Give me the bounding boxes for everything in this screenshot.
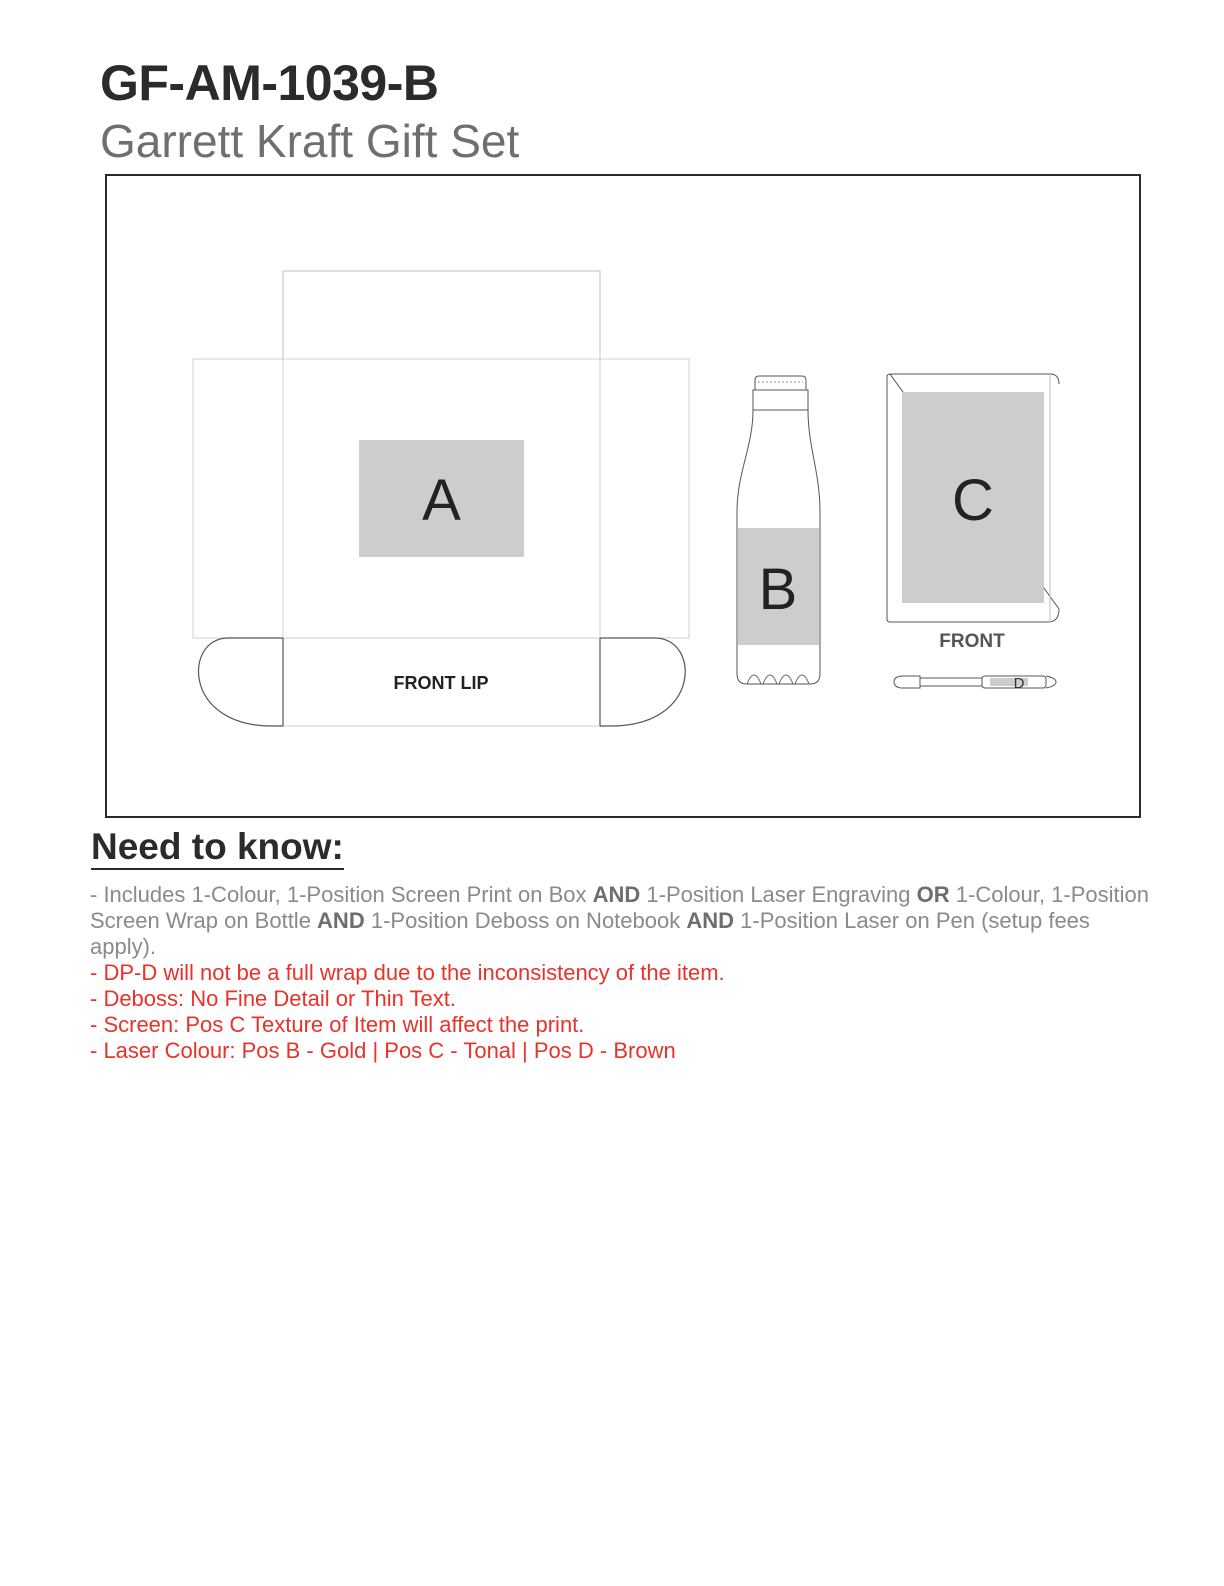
note-includes: - Includes 1-Colour, 1-Position Screen Print on Box AND 1-Position Laser Engraving OR 1-Colour, 1-Position Screen Wrap on Bottle AND 1-Position Deboss on Notebook AND 1-Position Laser on Pen (setup fees apply).	[90, 882, 1149, 959]
print-area-d-label: D	[1013, 675, 1025, 692]
front-lip-label: FRONT LIP	[393, 673, 489, 693]
product-diagram	[2, 2, 1224, 1586]
box-left-side	[193, 359, 283, 638]
bottle-cap	[755, 376, 806, 390]
note-screen: - Screen: Pos C Texture of Item will affect the print.	[90, 1012, 585, 1037]
notes-block	[90, 882, 1160, 1064]
print-area-b-label: B	[758, 557, 798, 622]
print-area-a-label: A	[422, 468, 461, 533]
pen-outline	[894, 676, 1056, 688]
need-to-know-heading: Need to know:	[91, 828, 344, 870]
product-name: Garrett Kraft Gift Set	[100, 115, 520, 167]
print-area-c-label: C	[952, 468, 994, 533]
pen-tip	[894, 676, 920, 688]
note-deboss: - Deboss: No Fine Detail or Thin Text.	[90, 986, 457, 1011]
pen-end	[1046, 676, 1056, 688]
bottle-neck	[753, 390, 808, 410]
product-code: GF-AM-1039-B	[100, 55, 439, 111]
note-dp-d: - DP-D will not be a full wrap due to the inconsistency of the item.	[90, 960, 725, 985]
box-top-flap	[283, 271, 600, 359]
note-laser-colour: - Laser Colour: Pos B - Gold | Pos C - Tonal | Pos D - Brown	[90, 1038, 676, 1063]
artwork-frame	[105, 174, 1141, 818]
notebook-front-label: FRONT	[939, 631, 1005, 652]
box-right-tuck-flap	[600, 638, 685, 726]
box-left-tuck-flap	[198, 638, 283, 726]
box-right-side	[600, 359, 689, 638]
